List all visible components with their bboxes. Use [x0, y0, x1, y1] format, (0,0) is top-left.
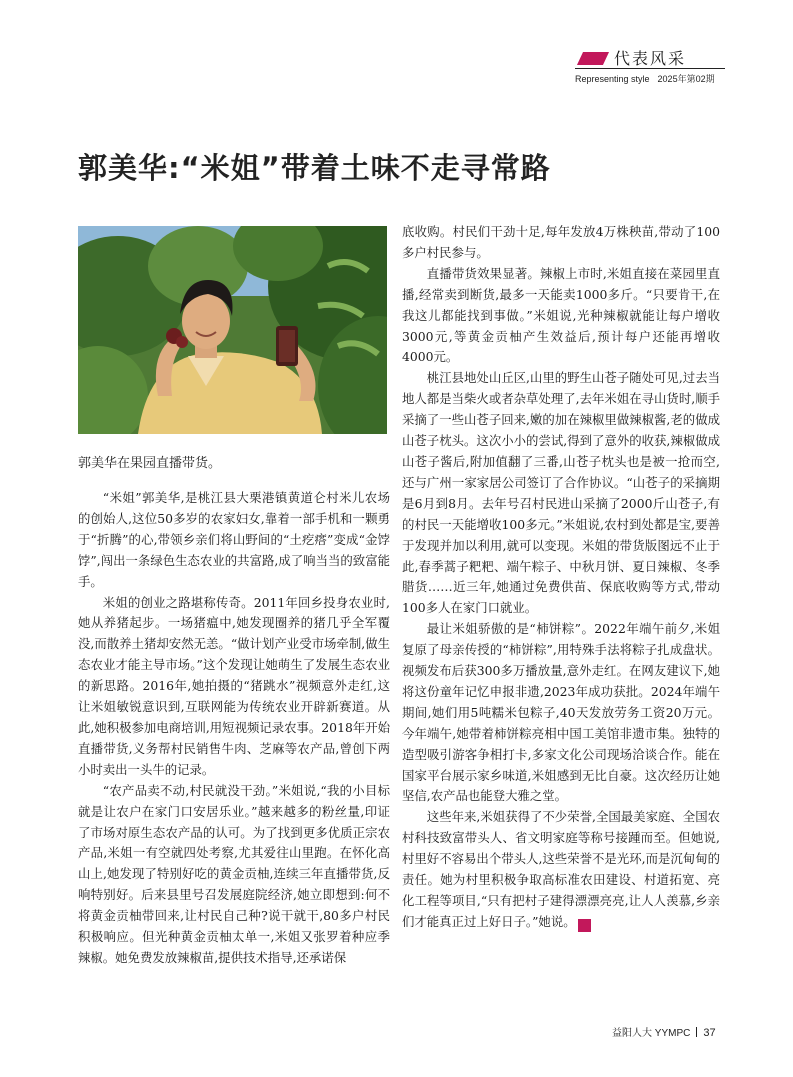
header-subtitle	[575, 72, 723, 85]
paragraph-text: 这些年来,米姐获得了不少荣誉,全国最美家庭、全国农村科技致富带头人、省文明家庭等称号接踵而至。但她说,村里好不容易出个带头人,这些荣誉不是光环,而是沉甸甸的责任。她为村里积极争取高标准农田建设、村道拓宽、亮化工程等项目,“只有把村子建得漂漂亮亮,让人人羡慕,乡亲们才能真正过上好日子。”她说。	[402, 809, 720, 929]
page-number: 37	[703, 1027, 716, 1039]
header-rule	[575, 68, 725, 69]
article-photo	[78, 226, 387, 434]
footer-magazine: 益阳人大 YYMPC	[612, 1028, 691, 1039]
paragraph	[402, 807, 720, 932]
end-mark-icon: 文	[578, 919, 591, 932]
section-title: 代表风采	[614, 49, 687, 68]
article-title: 郭美华:“米姐”带着土味不走寻常路	[78, 151, 551, 185]
paragraph-continued: 底收购。村民们干劲十足,每年发放4万株秧苗,带动了100多户村民参与。	[402, 224, 720, 260]
page-footer	[612, 1024, 716, 1039]
article-left-column	[78, 488, 390, 969]
photo-caption: 郭美华在果园直播带货。	[78, 456, 222, 471]
header-subtitle-en: Representing style	[575, 74, 650, 84]
paragraph: 桃江县地处山丘区,山里的野生山苍子随处可见,过去当地人都是当柴火或者杂草处理了,去年米姐在寻山货时,顺手采摘了一些山苍子回来,嫩的加在辣椒里做辣椒酱,老的做成山苍子枕头。这次小小的尝试,得到了意外的收获,辣椒做成山苍子酱后,附加值翻了三番,山苍子枕头也是被一抢而空,还与广州一家家居公司签订了合作协议。“山苍子的采摘期是6月到8月。去年号召村民进山采摘了2000斤山苍子,有的村民一天能增收100多元。”米姐说,农村到处都是宝,要善于发现并加以利用,就可以变现。米姐的带货版图远不止于此,春季蒿子粑粑、端午粽子、中秋月饼、夏日辣椒、冬季腊货……近三年,她通过免费供苗、保底收购等方式,带动100多人在家门口就业。	[402, 370, 720, 616]
footer-divider	[696, 1027, 697, 1037]
paragraph: 米姐的创业之路堪称传奇。2011年回乡投身农业时,她从养猪起步。一场猪瘟中,她发现圈养的猪几乎全军覆没,而散养土猪却安然无恙。“做计划产业受市场牵制,做生态农业才能主导市场。”这个发现让她萌生了发展生态农业的新思路。2016年,她拍摄的“猪跳水”视频意外走红,这让米姐敏锐意识到,互联网能为传统农业开辟新赛道。从此,她积极参加电商培训,用短视频记录农事。2018年开始直播带货,义务帮村民销售牛肉、芝麻等农产品,曾创下两小时卖出一头牛的记录。	[78, 594, 391, 777]
photo-person-livestreaming-icon	[78, 226, 387, 434]
article-right-column	[402, 222, 720, 933]
paragraph: “米姐”郭美华,是桃江县大栗港镇黄道仑村米儿农场的创始人,这位50多岁的农家妇女,靠着一部手机和一颗勇于“折腾”的心,带领乡亲们将山野间的“土疙瘩”变成“金饽饽”,闯出一条绿色生态农业的共富路,成了响当当的致富能手。	[78, 490, 390, 589]
paragraph: 最让米姐骄傲的是“柿饼粽”。2022年端午前夕,米姐复原了母亲传授的“柿饼粽”,用特殊手法将粽子扎成盘状。视频发布后获300多万播放量,意外走红。在网友建议下,她将这份童年记忆申报非遗,2023年成功获批。2024年端午期间,她们用5吨糯米包粽子,40天发放劳务工资20万元。今年端午,她带着柿饼粽亮相中国工美馆非遗市集。独特的造型吸引游客争相打卡,多家文化公司现场洽谈合作。能在国家平台展示家乡味道,米姐感到无比自豪。这次经历让她坚信,农产品也能登大雅之堂。	[402, 621, 720, 804]
section-flag-icon	[577, 52, 609, 65]
paragraph: 直播带货效果显著。辣椒上市时,米姐直接在菜园里直播,经常卖到断货,最多一天能卖1000多斤。“只要肯干,在我这儿都能找到事做。”米姐说,光种辣椒就能让每户增收3000元,等黄金贡柚产生效益后,预计每户还能再增收4000元。	[402, 265, 720, 365]
paragraph: “农产品卖不动,村民就没干劲。”米姐说,“我的小目标就是让农户在家门口安居乐业。”越来越多的粉丝量,印证了市场对原生态农产品的认可。为了找到更多优质正宗农产品,米姐一有空就四处考察,尤其爱往山里跑。在怀化高山上,她发现了特别好吃的黄金贡柚,连续三年直播带货,反响特别好。后来县里号召发展庭院经济,她立即想到:何不将黄金贡柚带回来,让村民自己种?说干就干,80多户村民积极响应。但光种黄金贡柚太单一,米姐又张罗着种应季辣椒。她免费发放辣椒苗,提供技术指导,还承诺保	[78, 782, 390, 965]
header-issue: 2025年第02期	[657, 74, 715, 84]
